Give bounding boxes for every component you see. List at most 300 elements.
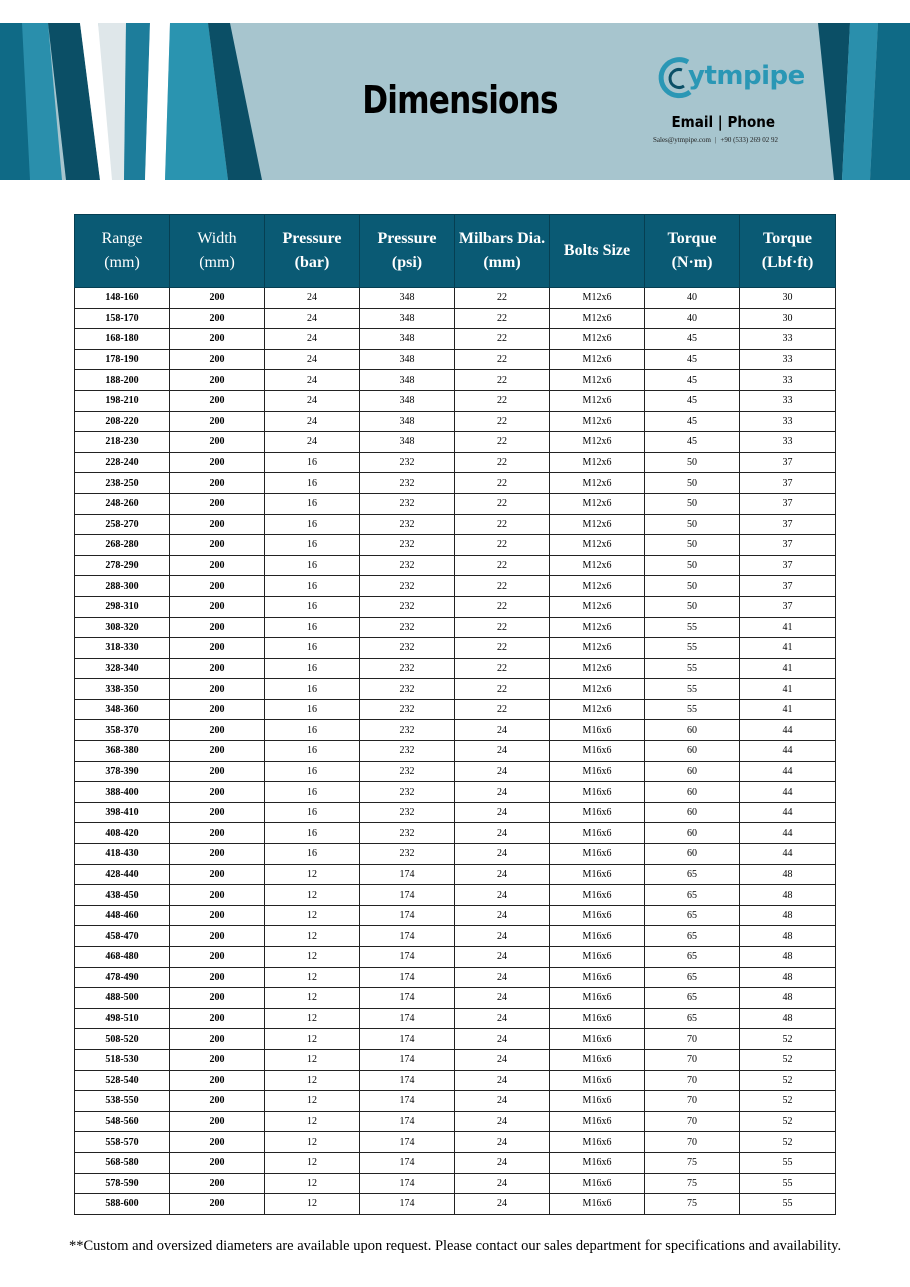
cell-torque-nm: 65 [645,926,740,947]
cell-range: 518-530 [75,1049,170,1070]
cell-pressure-psi: 232 [360,555,455,576]
cell-pressure-psi: 232 [360,802,455,823]
cell-milbars-dia: 22 [455,432,550,453]
table-row [75,947,836,968]
cell-range: 258-270 [75,514,170,535]
cell-torque-nm: 75 [645,1152,740,1173]
phone-text[interactable]: +90 (533) 269 02 92 [720,136,778,144]
cell-bolts-size: M16x6 [550,885,645,906]
cell-torque-lbfft: 52 [740,1029,836,1050]
cell-pressure-bar: 16 [265,741,360,762]
cell-width: 200 [170,967,265,988]
cell-pressure-bar: 16 [265,617,360,638]
cell-bolts-size: M12x6 [550,699,645,720]
cell-torque-nm: 70 [645,1111,740,1132]
cell-bolts-size: M12x6 [550,329,645,350]
cell-pressure-psi: 174 [360,1029,455,1050]
cell-width: 200 [170,1091,265,1112]
cell-torque-lbfft: 37 [740,493,836,514]
cell-bolts-size: M16x6 [550,802,645,823]
cell-torque-lbfft: 30 [740,288,836,309]
cell-pressure-bar: 12 [265,1029,360,1050]
cell-range: 298-310 [75,596,170,617]
cell-milbars-dia: 24 [455,741,550,762]
cell-bolts-size: M12x6 [550,473,645,494]
col-header-milbars-dia: Milbars Dia. (mm) [455,215,550,288]
cell-torque-lbfft: 44 [740,802,836,823]
cell-width: 200 [170,576,265,597]
cell-milbars-dia: 24 [455,988,550,1009]
col-header-pressure-bar: Pressure (bar) [265,215,360,288]
cell-pressure-bar: 12 [265,1132,360,1153]
cell-torque-nm: 60 [645,720,740,741]
cell-pressure-bar: 16 [265,576,360,597]
cell-width: 200 [170,514,265,535]
cell-torque-nm: 50 [645,576,740,597]
cell-pressure-psi: 348 [360,308,455,329]
cell-torque-lbfft: 33 [740,390,836,411]
cell-width: 200 [170,823,265,844]
cell-torque-nm: 60 [645,802,740,823]
table-row [75,699,836,720]
cell-pressure-psi: 174 [360,905,455,926]
cell-bolts-size: M12x6 [550,596,645,617]
cell-pressure-bar: 12 [265,1111,360,1132]
cell-torque-nm: 70 [645,1091,740,1112]
cell-range: 158-170 [75,308,170,329]
cell-range: 338-350 [75,679,170,700]
cell-torque-nm: 55 [645,658,740,679]
cell-pressure-psi: 174 [360,967,455,988]
table-row [75,535,836,556]
cell-milbars-dia: 24 [455,905,550,926]
cell-bolts-size: M16x6 [550,1132,645,1153]
cell-torque-lbfft: 33 [740,329,836,350]
cell-width: 200 [170,617,265,638]
cell-pressure-bar: 24 [265,349,360,370]
cell-torque-lbfft: 37 [740,535,836,556]
cell-bolts-size: M16x6 [550,1070,645,1091]
cell-pressure-psi: 174 [360,1008,455,1029]
table-row [75,864,836,885]
cell-milbars-dia: 24 [455,802,550,823]
cell-range: 508-520 [75,1029,170,1050]
cell-torque-lbfft: 33 [740,411,836,432]
cell-bolts-size: M16x6 [550,864,645,885]
cell-torque-lbfft: 37 [740,555,836,576]
cell-range: 548-560 [75,1111,170,1132]
cell-width: 200 [170,699,265,720]
cell-width: 200 [170,452,265,473]
cell-torque-nm: 75 [645,1194,740,1215]
table-row [75,802,836,823]
cell-torque-lbfft: 37 [740,596,836,617]
table-row [75,514,836,535]
cell-width: 200 [170,720,265,741]
cell-torque-nm: 60 [645,741,740,762]
cell-torque-lbfft: 52 [740,1049,836,1070]
cell-bolts-size: M12x6 [550,390,645,411]
cell-range: 528-540 [75,1070,170,1091]
cell-range: 348-360 [75,699,170,720]
cell-torque-nm: 40 [645,288,740,309]
cell-range: 248-260 [75,493,170,514]
cell-torque-nm: 40 [645,308,740,329]
cell-bolts-size: M12x6 [550,288,645,309]
cell-milbars-dia: 22 [455,658,550,679]
cell-range: 148-160 [75,288,170,309]
cell-bolts-size: M16x6 [550,926,645,947]
cell-torque-nm: 50 [645,555,740,576]
cell-width: 200 [170,411,265,432]
contact-label: Email | Phone [671,113,775,131]
cell-pressure-psi: 232 [360,720,455,741]
cell-pressure-bar: 16 [265,679,360,700]
cell-pressure-bar: 12 [265,885,360,906]
cell-bolts-size: M16x6 [550,1091,645,1112]
cell-pressure-bar: 16 [265,844,360,865]
table-row [75,1091,836,1112]
cell-width: 200 [170,1008,265,1029]
footnote: **Custom and oversized diameters are available upon request. Please contact our sales department for specifications and availability. [68,1238,842,1254]
cell-pressure-psi: 232 [360,514,455,535]
cell-width: 200 [170,370,265,391]
cell-pressure-psi: 174 [360,1111,455,1132]
cell-pressure-bar: 12 [265,1070,360,1091]
table-row [75,432,836,453]
cell-pressure-psi: 174 [360,926,455,947]
cell-torque-lbfft: 33 [740,370,836,391]
cell-pressure-bar: 12 [265,988,360,1009]
cell-torque-nm: 50 [645,452,740,473]
table-row [75,1173,836,1194]
table-row [75,761,836,782]
cell-bolts-size: M16x6 [550,905,645,926]
cell-pressure-bar: 24 [265,308,360,329]
cell-width: 200 [170,864,265,885]
cell-torque-lbfft: 52 [740,1111,836,1132]
cell-range: 498-510 [75,1008,170,1029]
cell-milbars-dia: 22 [455,617,550,638]
cell-range: 198-210 [75,390,170,411]
cell-bolts-size: M12x6 [550,617,645,638]
cell-width: 200 [170,432,265,453]
table-row [75,1132,836,1153]
cell-pressure-bar: 16 [265,493,360,514]
cell-torque-nm: 65 [645,885,740,906]
cell-range: 208-220 [75,411,170,432]
cell-torque-lbfft: 41 [740,617,836,638]
cell-torque-lbfft: 37 [740,473,836,494]
cell-width: 200 [170,1111,265,1132]
table-row [75,411,836,432]
cell-milbars-dia: 22 [455,452,550,473]
cell-range: 448-460 [75,905,170,926]
cell-bolts-size: M16x6 [550,1029,645,1050]
email-text[interactable]: Sales@ytmpipe.com [653,136,711,144]
cell-torque-lbfft: 41 [740,699,836,720]
page-title: Dimensions [362,78,558,122]
cell-pressure-psi: 174 [360,1070,455,1091]
cell-milbars-dia: 24 [455,782,550,803]
cell-width: 200 [170,493,265,514]
cell-range: 218-230 [75,432,170,453]
cell-pressure-psi: 348 [360,288,455,309]
cell-range: 418-430 [75,844,170,865]
cell-pressure-bar: 12 [265,926,360,947]
cell-width: 200 [170,1152,265,1173]
company-logo [658,56,805,102]
cell-width: 200 [170,535,265,556]
cell-range: 398-410 [75,802,170,823]
cell-bolts-size: M16x6 [550,1111,645,1132]
cell-torque-lbfft: 55 [740,1152,836,1173]
cell-milbars-dia: 22 [455,514,550,535]
cell-milbars-dia: 22 [455,596,550,617]
cell-bolts-size: M12x6 [550,432,645,453]
cell-width: 200 [170,1049,265,1070]
cell-pressure-bar: 24 [265,370,360,391]
cell-pressure-bar: 24 [265,411,360,432]
cell-bolts-size: M16x6 [550,967,645,988]
table-row [75,1070,836,1091]
table-row [75,370,836,391]
cell-milbars-dia: 22 [455,329,550,350]
cell-width: 200 [170,596,265,617]
cell-range: 358-370 [75,720,170,741]
cell-torque-nm: 65 [645,905,740,926]
cell-width: 200 [170,1132,265,1153]
cell-pressure-psi: 232 [360,617,455,638]
cell-bolts-size: M16x6 [550,782,645,803]
cell-width: 200 [170,658,265,679]
table-row [75,967,836,988]
cell-range: 278-290 [75,555,170,576]
cell-torque-nm: 50 [645,596,740,617]
cell-pressure-psi: 174 [360,1152,455,1173]
table-row [75,1008,836,1029]
cell-milbars-dia: 24 [455,885,550,906]
cell-range: 308-320 [75,617,170,638]
cell-torque-lbfft: 44 [740,823,836,844]
cell-pressure-psi: 232 [360,576,455,597]
cell-bolts-size: M16x6 [550,1049,645,1070]
cell-torque-lbfft: 48 [740,885,836,906]
cell-pressure-bar: 16 [265,596,360,617]
cell-torque-nm: 55 [645,638,740,659]
cell-bolts-size: M12x6 [550,535,645,556]
cell-pressure-bar: 16 [265,699,360,720]
cell-range: 478-490 [75,967,170,988]
cell-width: 200 [170,329,265,350]
cell-torque-nm: 70 [645,1049,740,1070]
cell-torque-lbfft: 41 [740,679,836,700]
logo-text: ytmpipe [688,61,805,91]
cell-milbars-dia: 24 [455,1152,550,1173]
cell-pressure-bar: 16 [265,720,360,741]
cell-torque-lbfft: 41 [740,658,836,679]
cell-width: 200 [170,802,265,823]
contact-line [653,136,778,144]
col-header-range: Range (mm) [75,215,170,288]
cell-torque-lbfft: 55 [740,1173,836,1194]
cell-torque-lbfft: 48 [740,926,836,947]
cell-width: 200 [170,1173,265,1194]
table-row [75,844,836,865]
cell-torque-nm: 50 [645,514,740,535]
cell-torque-nm: 65 [645,1008,740,1029]
cell-bolts-size: M12x6 [550,555,645,576]
cell-bolts-size: M12x6 [550,638,645,659]
cell-pressure-bar: 12 [265,1152,360,1173]
cell-milbars-dia: 24 [455,823,550,844]
cell-pressure-bar: 12 [265,1173,360,1194]
table-row [75,349,836,370]
table-row [75,576,836,597]
cell-pressure-psi: 232 [360,493,455,514]
cell-range: 388-400 [75,782,170,803]
cell-torque-nm: 50 [645,493,740,514]
cell-milbars-dia: 24 [455,967,550,988]
cell-pressure-bar: 12 [265,864,360,885]
table-row [75,452,836,473]
cell-torque-lbfft: 37 [740,576,836,597]
cell-width: 200 [170,679,265,700]
table-row [75,1111,836,1132]
cell-torque-nm: 60 [645,782,740,803]
cell-torque-nm: 60 [645,844,740,865]
cell-bolts-size: M16x6 [550,1008,645,1029]
cell-bolts-size: M16x6 [550,823,645,844]
cell-bolts-size: M16x6 [550,947,645,968]
cell-pressure-bar: 16 [265,658,360,679]
cell-width: 200 [170,761,265,782]
cell-milbars-dia: 22 [455,699,550,720]
cell-width: 200 [170,288,265,309]
cell-bolts-size: M12x6 [550,349,645,370]
table-row [75,1029,836,1050]
cell-pressure-psi: 348 [360,390,455,411]
cell-pressure-bar: 16 [265,802,360,823]
cell-pressure-bar: 16 [265,761,360,782]
cell-torque-nm: 55 [645,617,740,638]
table-row [75,926,836,947]
cell-bolts-size: M16x6 [550,761,645,782]
cell-pressure-psi: 174 [360,988,455,1009]
cell-pressure-bar: 16 [265,473,360,494]
cell-width: 200 [170,349,265,370]
cell-pressure-psi: 232 [360,638,455,659]
cell-width: 200 [170,1029,265,1050]
cell-milbars-dia: 24 [455,864,550,885]
cell-milbars-dia: 22 [455,411,550,432]
cell-milbars-dia: 24 [455,1049,550,1070]
cell-torque-lbfft: 44 [740,720,836,741]
table-row [75,473,836,494]
cell-torque-lbfft: 44 [740,741,836,762]
table-row [75,782,836,803]
col-header-torque-nm: Torque (N·m) [645,215,740,288]
cell-torque-lbfft: 44 [740,844,836,865]
cell-pressure-bar: 12 [265,1091,360,1112]
cell-range: 588-600 [75,1194,170,1215]
table-row [75,905,836,926]
cell-pressure-psi: 232 [360,679,455,700]
table-row [75,679,836,700]
cell-milbars-dia: 24 [455,1132,550,1153]
cell-torque-lbfft: 48 [740,1008,836,1029]
cell-torque-nm: 70 [645,1029,740,1050]
cell-pressure-bar: 16 [265,535,360,556]
cell-torque-lbfft: 52 [740,1070,836,1091]
cell-range: 378-390 [75,761,170,782]
cell-range: 458-470 [75,926,170,947]
col-header-width: Width (mm) [170,215,265,288]
cell-pressure-bar: 12 [265,967,360,988]
cell-range: 408-420 [75,823,170,844]
cell-pressure-bar: 16 [265,782,360,803]
cell-pressure-psi: 174 [360,864,455,885]
cell-pressure-psi: 232 [360,823,455,844]
cell-milbars-dia: 22 [455,535,550,556]
cell-torque-lbfft: 44 [740,782,836,803]
cell-bolts-size: M12x6 [550,411,645,432]
cell-range: 238-250 [75,473,170,494]
cell-width: 200 [170,947,265,968]
cell-torque-nm: 55 [645,679,740,700]
cell-milbars-dia: 22 [455,288,550,309]
cell-milbars-dia: 24 [455,761,550,782]
cell-milbars-dia: 24 [455,1173,550,1194]
cell-torque-lbfft: 33 [740,432,836,453]
cell-range: 428-440 [75,864,170,885]
cell-torque-nm: 60 [645,823,740,844]
cell-range: 568-580 [75,1152,170,1173]
cell-pressure-psi: 174 [360,947,455,968]
cell-bolts-size: M16x6 [550,1194,645,1215]
cell-torque-lbfft: 30 [740,308,836,329]
cell-range: 468-480 [75,947,170,968]
cell-width: 200 [170,473,265,494]
table-row [75,1194,836,1215]
table-row [75,329,836,350]
cell-torque-nm: 50 [645,535,740,556]
cell-pressure-psi: 232 [360,535,455,556]
cell-milbars-dia: 22 [455,576,550,597]
cell-pressure-psi: 348 [360,349,455,370]
cell-milbars-dia: 22 [455,390,550,411]
cell-bolts-size: M12x6 [550,658,645,679]
cell-pressure-bar: 16 [265,452,360,473]
table-row [75,555,836,576]
cell-milbars-dia: 24 [455,1194,550,1215]
table-row [75,1049,836,1070]
cell-pressure-psi: 232 [360,596,455,617]
cell-width: 200 [170,741,265,762]
cell-bolts-size: M16x6 [550,988,645,1009]
cell-pressure-bar: 12 [265,905,360,926]
cell-pressure-psi: 232 [360,658,455,679]
cell-torque-lbfft: 37 [740,514,836,535]
col-header-pressure-psi: Pressure (psi) [360,215,455,288]
cell-milbars-dia: 22 [455,638,550,659]
cell-torque-nm: 65 [645,947,740,968]
table-row [75,596,836,617]
cell-pressure-bar: 16 [265,638,360,659]
cell-pressure-psi: 174 [360,1091,455,1112]
cell-range: 228-240 [75,452,170,473]
cell-milbars-dia: 22 [455,473,550,494]
